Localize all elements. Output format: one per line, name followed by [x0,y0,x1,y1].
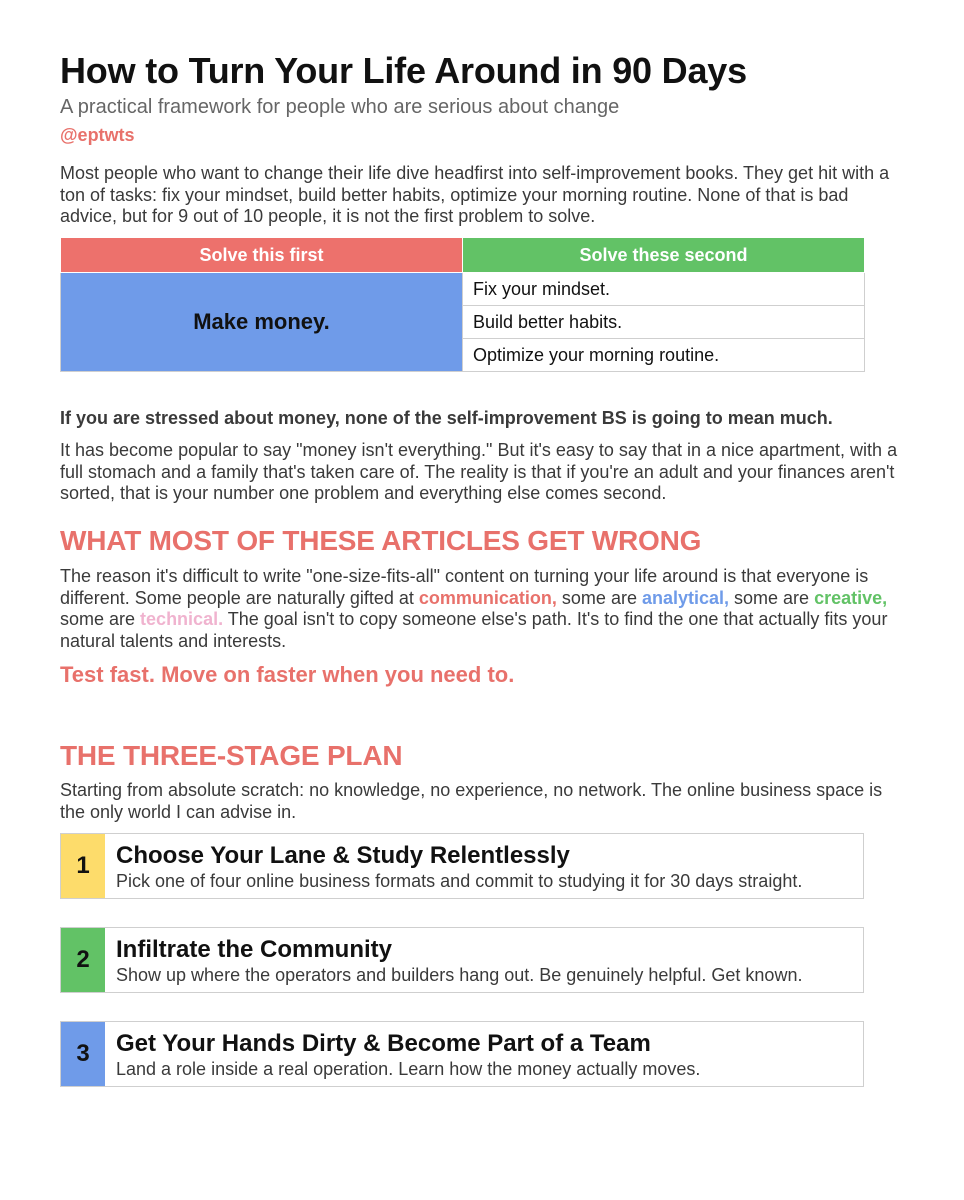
header-solve-first: Solve this first [61,238,463,273]
keyword-communication: communication, [418,587,557,608]
stage-title: Infiltrate the Community [116,936,393,963]
stage-description: Show up where the operators and builders hang out. Be genuinely helpful. Get known. [116,965,803,985]
table-header-row [61,238,865,273]
second-item-mindset: Fix your mindset. [463,273,865,306]
wrong-text-1: The reason it's difficult to write "one-size-fits-all" content on turning your life around is that everyone is different. Some people are naturally gifted at [60,566,869,608]
stage-title: Get Your Hands Dirty & Become Part of a Team [116,1030,651,1057]
stage-card-1 [60,833,864,899]
keyword-creative: creative, [814,587,888,608]
section-heading-plan: THE THREE-STAGE PLAN [60,740,403,771]
stage-description: Pick one of four online business formats and commit to studying it for 30 days straight. [116,871,803,891]
wrong-text-4: some are [60,609,141,629]
stage-number-badge: 3 [61,1022,105,1086]
money-statement: If you are stressed about money, none of the self-improvement BS is going to mean much. [60,408,833,428]
intro-paragraph: Most people who want to change their life dive headfirst into self-improvement books. They get hit with a ton of tasks: fix your mindset, build better habits, optimize your morning routine. None of that is bad advice, but for 9 out of 10 people, it is not the first problem to solve. [60,163,890,226]
header-solve-second: Solve these second [463,238,865,273]
stage-body [105,1022,700,1086]
money-paragraph: It has become popular to say "money isn't everything." But it's easy to say that in a nice apartment, with a full stomach and a family that's taken care of. The reality is that if you're an adult and your finances aren't sorted, that is your number one problem and everything else comes second. [60,440,898,503]
page-subtitle: A practical framework for people who are serious about change [60,96,620,118]
table-row [61,273,865,306]
priority-table [60,237,865,372]
keyword-technical: technical. [140,609,224,629]
section-heading-wrong: WHAT MOST OF THESE ARTICLES GET WRONG [60,525,702,556]
stage-card-3 [60,1021,864,1087]
wrong-text-3: some are [729,587,815,608]
wrong-paragraph [60,566,910,652]
plan-intro: Starting from absolute scratch: no knowledge, no experience, no network. The online business space is the only world I can advise in. [60,780,883,822]
stage-body [105,834,802,898]
stage-number-badge: 2 [61,928,105,992]
keyword-analytical: analytical, [641,587,730,608]
stage-title: Choose Your Lane & Study Relentlessly [116,842,570,869]
stage-card-2 [60,927,864,993]
stage-body [105,928,802,992]
author-handle: @eptwts [60,125,135,145]
wrong-text-2: some are [556,587,642,608]
stage-description: Land a role inside a real operation. Learn how the money actually moves. [116,1059,701,1079]
page-title: How to Turn Your Life Around in 90 Days [60,50,747,91]
second-item-routine: Optimize your morning routine. [463,339,865,372]
wrong-text-5: The goal isn't to copy someone else's path. It's to find the one that actually fits your natural talents and interests. [60,609,888,651]
make-money-cell: Make money. [61,273,463,372]
test-fast-line: Test fast. Move on faster when you need to. [60,662,515,687]
stage-number-badge: 1 [61,834,105,898]
second-item-habits: Build better habits. [463,306,865,339]
